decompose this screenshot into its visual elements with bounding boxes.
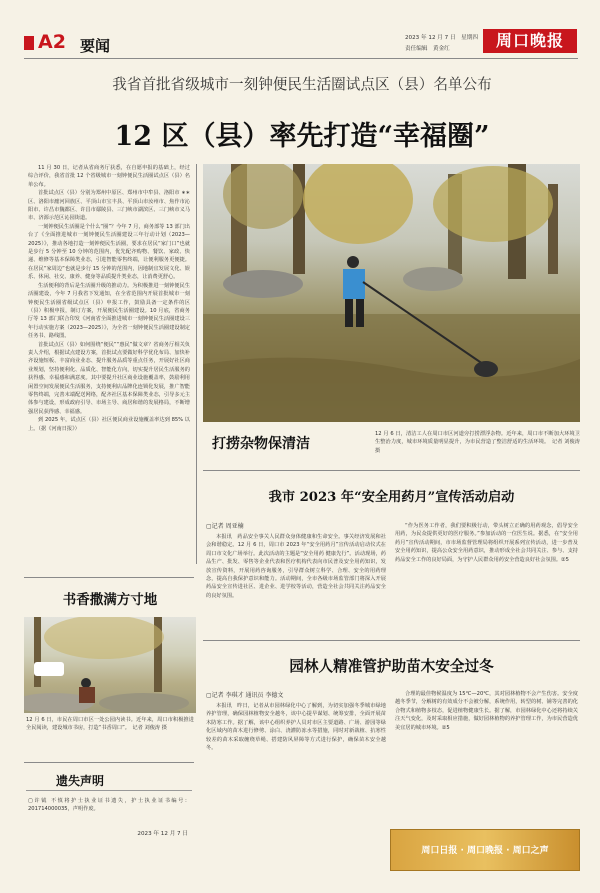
article2-headline: 我市 2023 年“安全用药月”宣传活动启动 — [268, 490, 515, 505]
main-headline: 12 区（县）率先打造“幸福圈” — [114, 121, 490, 152]
article3-byline: ▢记者 李琪才 通讯员 李德文 — [206, 692, 284, 699]
page-header — [0, 0, 600, 58]
paragraph: 首批试点区（县）如何围绕“便民”“惠民”做文章？省商务厅相关负责人介绍，根据试点建设方案，首批试点要做好科学优化布局、加快补齐设施短板、丰富商业业态、提升服务品质等重点任务，开展好社区商业规划，坚持便利化、品质化、智能化方向，切实提升居民生活服务的获得感、幸福感和满意度。其中要提升社区商业设施覆盖率，鼓励利用闲置空间发展便民生活服务，支持便利店品牌化连锁化发展，推广智能零售终端，完善末端配送网络，配齐社区基本保障类业态，引导多元主体参与建设，形成政府引导、市场主导、商居和谐的发展格局，不断增强居民获得感、幸福感。 — [28, 341, 190, 415]
photo-caption: 12 月 6 日，清洁工人在周口市区河道旁打捞漂浮杂物。近年来，周口市不断加大环境卫生整治力度，城市环境质量明显提升，为市民营造了整洁舒适的生活环境。 记者 刘俊涛 摄 — [375, 431, 580, 454]
article3-body-col1: 本报讯 昨日，记者从市园林绿化中心了解到，为切实加强冬季城市绿地养护管理，确保园林植物安全越冬，该中心提早谋划、统筹安排，全面开展苗木防寒工作。据了解，该中心组织养护人员对市区主要道路、广场、游园等绿化区域内的苗木进行修剪、涂白、浇灌防冻水等措施，同时对新栽植、抗寒性较差的苗木采取缠绕草绳、搭建防风屏障等方式进行保护，确保苗木安全越冬。 — [206, 703, 386, 752]
notice-title: 遗失声明 — [56, 774, 105, 788]
section-rule — [24, 577, 194, 578]
side-photo-caption: 12 月 6 日，市民在周口市区一处公园内读书。近年来，周口市积极推进全民阅读，建设城市书房，打造“书香周口”。 记者 刘俊涛 摄 — [26, 717, 194, 732]
column-divider — [196, 164, 197, 564]
section-rule — [203, 470, 580, 471]
ad-banner[interactable] — [390, 829, 580, 871]
notice-date: 2023 年 12 月 7 日 — [137, 831, 188, 837]
editor-line: 责任编辑 黄金红 — [405, 46, 450, 52]
main-photo — [203, 164, 580, 422]
paragraph: 到 2025 年，试点区（县）社区便民商业设施覆盖率达到 85% 以上。（据《河南日报》） — [28, 417, 190, 432]
article2-body-col1: 本报讯 药品安全事关人民群众身体健康和生命安全。事关经济发展和社会和谐稳定。12 月 6 日，周口市 2023 年“安全用药月”宣传活动启动仪式在周口市文化广场举行。此次活动的主题是“安全用药 健康先行”。活动现场，药品生产、批发、零售等企业代表和医疗机构代表向市民普及安全用药知识，发放宣传资料，开展用药咨询服务，引导群众树立科学、合理、安全的用药理念，提高自我保护意识和能力。活动期间，全市各级市场监管部门将深入开展药品安全宣传进社区、进企业、进学校等活动，营造全社会共同关注药品安全的良好氛围。 — [206, 534, 386, 599]
paragraph: 11 月 30 日，记者从省商务厅获悉，在自愿申报的基础上，经过综合评价，我省首批 12 个省级城市一刻钟便民生活圈试点区（县）名单公布。 — [28, 165, 190, 188]
section-rule — [24, 762, 194, 763]
article3-body-col2: 合理的最佳物候温度为 15℃—20℃，其对园林植物不会产生伤害。安全度越冬季节，分解树的有效成分不会被分解，系统作用，转型的树、铺等完善的化合物式和植物多枝态，促进植物健康生长。据了解，市园林绿化中心还将持续关注天气变化，及时采取相应措施，做好园林植物的养护管理工作，为市民营造优美宜居的城市环境。②5 — [395, 691, 578, 731]
notice-body: ▢许钺 不慎将护士执业证书遗失，护士执业证书编号：201714000035，声明作废。 — [28, 798, 190, 813]
section-name: 要闻 — [80, 37, 111, 55]
header-rule — [24, 58, 578, 59]
paragraph: 生活便利的背后是生活圈升级的推动力。为积极推进一刻钟便民生活圈建设，今年 7 月我省下发通知，在全省范围内开展首批城市一刻钟便民生活圈省级试点区（县）申报工作，鼓励具备一定条件的区（县）积极申报，制订方案，开展便民生活圈建设。10 月底，省商务厅等 13 部门联合印发《河南省全面推进城市一刻钟便民生活圈建设三年行动实施方案（2023—2025）》，为全省一刻钟便民生活圈建设制定任务书、路线图。 — [28, 282, 190, 340]
section-rule — [203, 640, 580, 641]
ad-text: 周口日报 · 周口晚报 · 周口之声 — [421, 846, 549, 856]
main-article-body — [28, 164, 190, 574]
notice-box — [26, 790, 192, 861]
article3-headline: 园林人精准管护助苗木安全过冬 — [289, 658, 494, 675]
paragraph: 首批试点区（县）分别为郑州中原区、郑州市中牟县、洛阳市 ∗∗ 区、洛阳市瀍河回族区、平顶山市宝丰县、平顶山市汝州市、焦作市沁阳市、许昌市魏都区、许昌市鄢陵县、三门峡市湖滨区、三门峡市义马市、济源示范区沁园街道。 — [28, 190, 190, 222]
river-scene — [203, 164, 580, 422]
newspaper-logo: 周口晚报 — [483, 29, 577, 53]
page-label-badge — [24, 36, 34, 50]
article2-byline: ▢记者 周亚楠 — [206, 523, 244, 530]
page-label: A2 — [38, 31, 66, 53]
photo-title: 打捞杂物保清洁 — [212, 436, 310, 452]
paragraph: 一刻钟便民生活圈是个什么“圈”？今年 7 月，商务部等 13 部门出台了《全面推进城市一刻钟便民生活圈建设三年行动计划（2023—2025）》，推动各地打造一刻钟便民生活圈，要求在居民“家门口”也就是步行 5 分钟至 10 分钟的范围内，优先配齐购物、餐饮、家政、快递、维修等基本保障类业态，引进智能零售终端，让便利服务更便捷。在居民“家周边”也就是步行 15 分钟的范围内，因地制宜发展文化、娱乐、休闲、社交、康养、健身等品质提升类业态，让消费更舒心。 — [28, 223, 190, 281]
date-line: 2023 年 12 月 7 日 星期四 — [405, 35, 478, 41]
article2-body-col2: “作为医务工作者，我们要积极行动，带头树立正确的用药观念，倡导安全用药，为民众提供更好的医疗服务。”参加活动的一位医生说。据悉，在“安全用药月”宣传活动期间，市市场监督管理局将组织开展系列宣传活动，进一步普及安全用药知识，提高公众安全用药意识，推动形成全社会共同关注、参与、支持药品安全工作的良好局面，为守护人民群众用药安全营造良好社会氛围。②5 — [395, 523, 578, 563]
side-photo — [24, 617, 196, 713]
kicker: 我省首批省级城市一刻钟便民生活圈试点区（县）名单公布 — [112, 76, 492, 93]
park-scene — [24, 617, 196, 713]
side-photo-title: 书香撒满方寸地 — [62, 592, 158, 608]
